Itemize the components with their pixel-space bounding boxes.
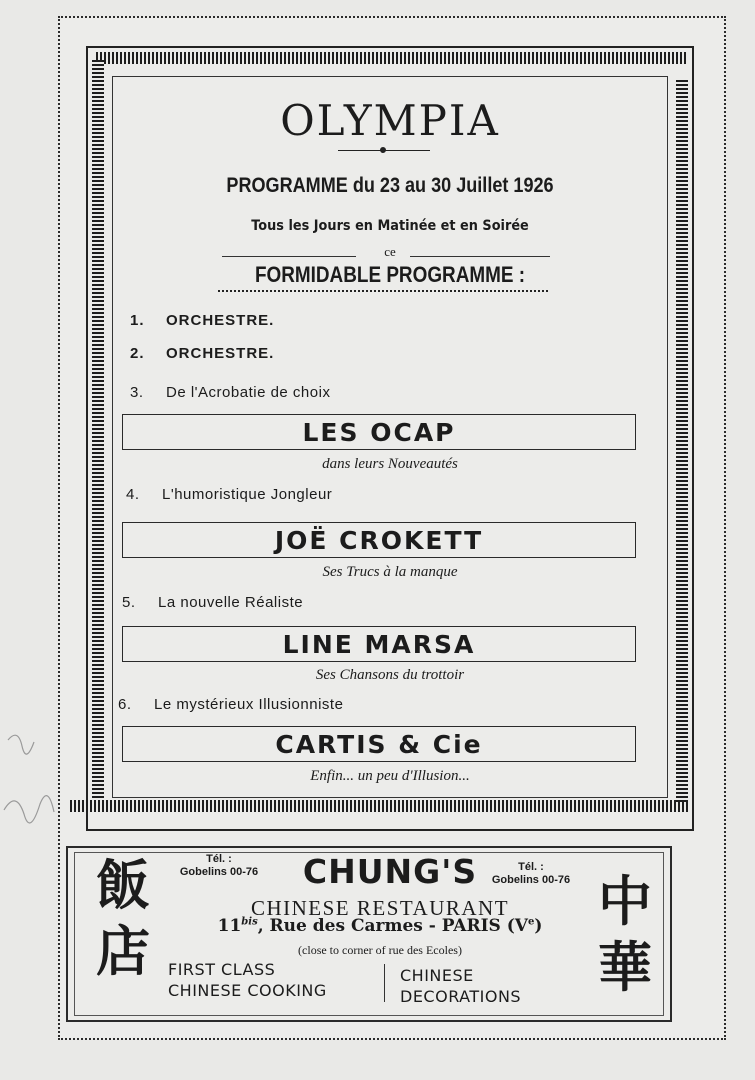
frame-hatch-top [96,52,686,64]
restaurant-name: CHUNG'S [302,852,478,891]
ad-line: CHINESE [400,966,474,985]
ce-word: ce [384,244,396,259]
restaurant-subtitle: CHINESE RESTAURANT [250,896,510,920]
frame-hatch-left [92,60,104,800]
hanzi-left [88,852,158,984]
ad-left-column [168,959,327,1001]
programme-dates: PROGRAMME du 23 au 30 Juillet 1926 [226,174,554,197]
act-number: 2. [130,345,145,362]
margin-scribble [0,720,60,870]
act-tagline: Ses Chansons du trottoir [315,667,465,683]
headline-dotted-rule [218,290,548,292]
arrondissement-superscript: e [527,916,535,928]
headline: FORMIDABLE PROGRAMME : [254,262,526,287]
act-4 [126,486,332,503]
tel-label: Tél. : [518,861,544,873]
address-close: ) [534,916,543,936]
ad-line: CHINESE COOKING [168,981,327,1000]
ad-column-divider [384,964,385,1002]
hanzi-char: 飯 [96,853,150,917]
act-number: 1. [130,312,145,329]
act-6 [118,696,343,713]
ad-line: DECORATIONS [400,987,522,1006]
act-number: 6. [118,696,132,713]
act-5 [122,594,303,611]
tel-number: Gobelins 00-76 [179,866,259,878]
tel-number: Gobelins 00-76 [491,874,571,886]
act-tagline: Enfin... un peu d'Illusion... [310,768,470,784]
hanzi-char: 中 [598,869,652,933]
act-2 [130,345,274,362]
address-street: , Rue des Carmes - PARIS (V [257,916,528,936]
act-label: ORCHESTRE. [166,312,275,329]
act-tagline: Ses Trucs à la manque [322,564,458,580]
act-3 [130,384,330,401]
act-name-box: JOË CROKETT [122,522,636,558]
hanzi-char: 店 [96,919,150,983]
frame-hatch-right [676,80,688,802]
schedule-line: Tous les Jours en Matinée et en Soirée [251,218,529,234]
act-label: L'humoristique Jongleur [162,486,333,503]
frame-hatch-bottom [70,800,690,812]
act-name-box: LES OCAP [122,414,636,450]
act-number: 3. [130,384,144,401]
act-1 [130,312,274,329]
ad-right-column [400,965,521,1007]
act-tagline: dans leurs Nouveautés [322,456,458,472]
act-name-box: LINE MARSA [122,626,636,662]
tel-label: Tél. : [206,853,232,865]
address-superscript: bis [241,916,258,928]
hanzi-right [590,868,660,1000]
restaurant-address [160,916,600,936]
act-label: ORCHESTRE. [166,345,275,362]
title-ornament-dot [380,147,386,153]
venue-title: OLYMPIA [280,96,500,145]
hanzi-char: 華 [598,935,652,999]
act-label: Le mystérieux Illusionniste [154,696,344,713]
act-number: 5. [122,594,136,611]
act-name-box: CARTIS & Cie [122,726,636,762]
ad-line: FIRST CLASS [168,960,276,979]
act-label: De l'Acrobatie de choix [166,384,331,401]
address-number: 11 [217,916,242,936]
act-number: 4. [126,486,140,503]
act-label: La nouvelle Réaliste [158,594,304,611]
address-note: (close to corner of rue des Ecoles) [298,943,462,957]
